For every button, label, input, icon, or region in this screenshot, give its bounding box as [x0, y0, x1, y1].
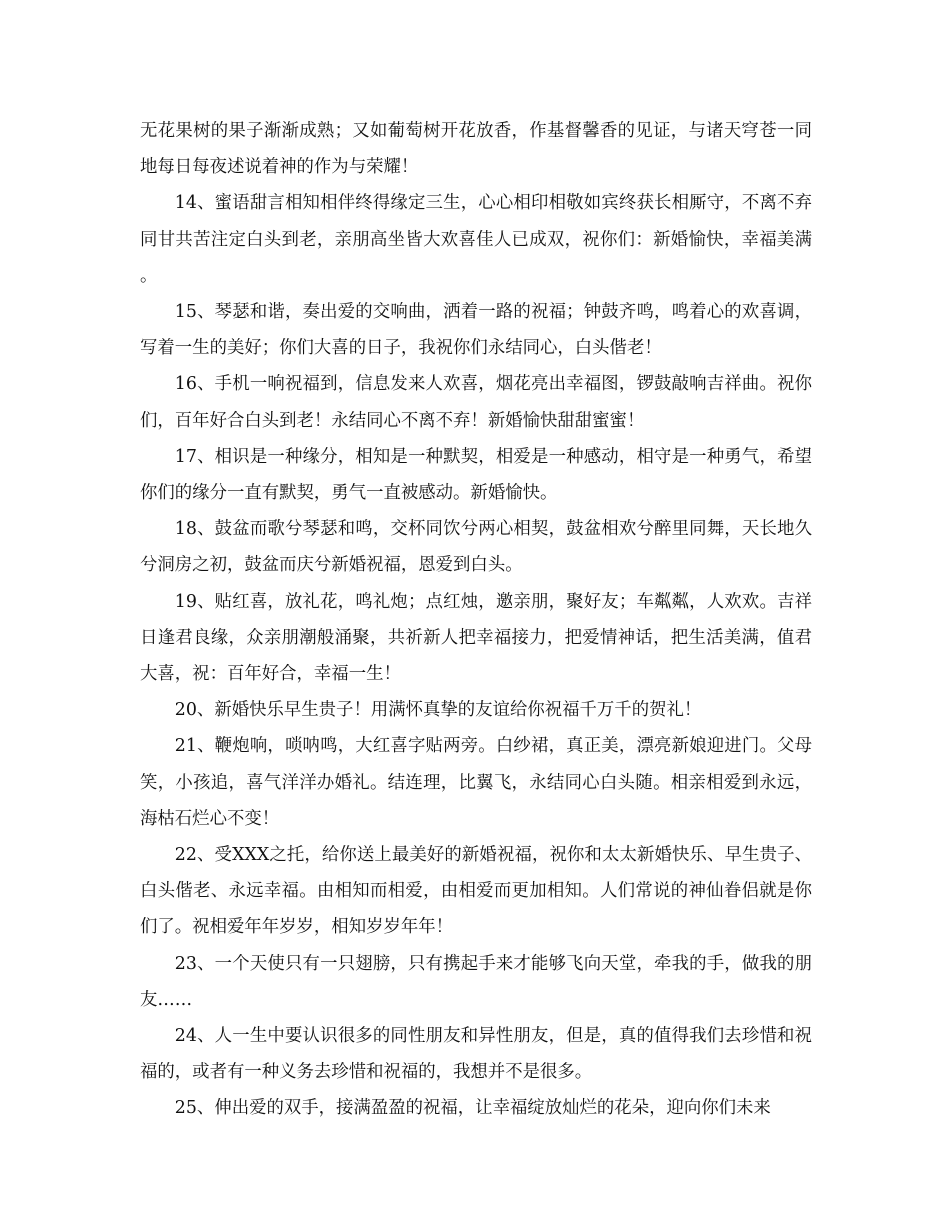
paragraph-25: 25、伸出爱的双手，接满盈盈的祝福，让幸福绽放灿烂的花朵，迎向你们未来 [174, 1098, 771, 1119]
document-body [140, 113, 812, 1127]
paragraph-continuation: 无花果树的果子渐渐成熟；又如葡萄树开花放香，作基督馨香的见证，与诸天穹苍一同地每日每夜述说着神的作为与荣耀！ [140, 121, 812, 178]
paragraph-21: 21、鞭炮响，唢呐鸣，大红喜字贴两旁。白纱裙，真正美，漂亮新娘迎进门。父母笑，小孩追，喜气洋洋办婚礼。结连理，比翼飞，永结同心白头随。相亲相爱到永远，海枯石烂心不变！ [140, 736, 812, 829]
paragraph-19: 19、贴红喜，放礼花，鸣礼炮；点红烛，邀亲朋，聚好友；车粼粼，人欢欢。吉祥日逢君良缘，众亲朋潮般涌聚，共祈新人把幸福接力，把爱情神话，把生活美满，值君大喜，祝：百年好合，幸福一生！ [140, 591, 812, 685]
paragraph-14: 14、蜜语甜言相知相伴终得缘定三生，心心相印相敬如宾终获长相厮守，不离不弃同甘共苦注定白头到老，亲朋高坐皆大欢喜佳人已成双，祝你们：新婚愉快，幸福美满。 [140, 193, 812, 286]
paragraph-20: 20、新婚快乐早生贵子！用满怀真挚的友谊给你祝福千万千的贺礼！ [174, 700, 702, 721]
paragraph-17: 17、相识是一种缘分，相知是一种默契，相爱是一种感动，相守是一种勇气，希望你们的缘分一直有默契，勇气一直被感动。新婚愉快。 [140, 446, 812, 504]
paragraph-23: 23、一个天使只有一只翅膀，只有携起手来才能够飞向天堂，牵我的手，做我的朋友…… [140, 953, 812, 1010]
paragraph-22: 22、受XXX之托，给你送上最美好的新婚祝福，祝你和太太新婚快乐、早生贵子、白头偕老、永远幸福。由相知而相爱，由相爱而更加相知。人们常说的神仙眷侣就是你们了。祝相爱年年岁岁，相知岁岁年年！ [140, 845, 812, 938]
paragraph-16: 16、手机一响祝福到，信息发来人欢喜，烟花亮出幸福图，锣鼓敲响吉祥曲。祝你们，百年好合白头到老！永结同心不离不弃！新婚愉快甜甜蜜蜜！ [140, 374, 812, 431]
paragraph-18: 18、鼓盆而歌兮琴瑟和鸣，交杯同饮兮两心相契，鼓盆相欢兮醉里同舞，天长地久兮洞房之初，鼓盆而庆兮新婚祝福，恩爱到白头。 [140, 519, 812, 576]
paragraph-24: 24、人一生中要认识很多的同性朋友和异性朋友，但是，真的值得我们去珍惜和祝福的，或者有一种义务去珍惜和祝福的，我想并不是很多。 [140, 1026, 812, 1083]
paragraph-15: 15、琴瑟和谐，奏出爱的交响曲，洒着一路的祝福；钟鼓齐鸣，鸣着心的欢喜调，写着一生的美好；你们大喜的日子，我祝你们永结同心，白头偕老！ [140, 302, 812, 359]
